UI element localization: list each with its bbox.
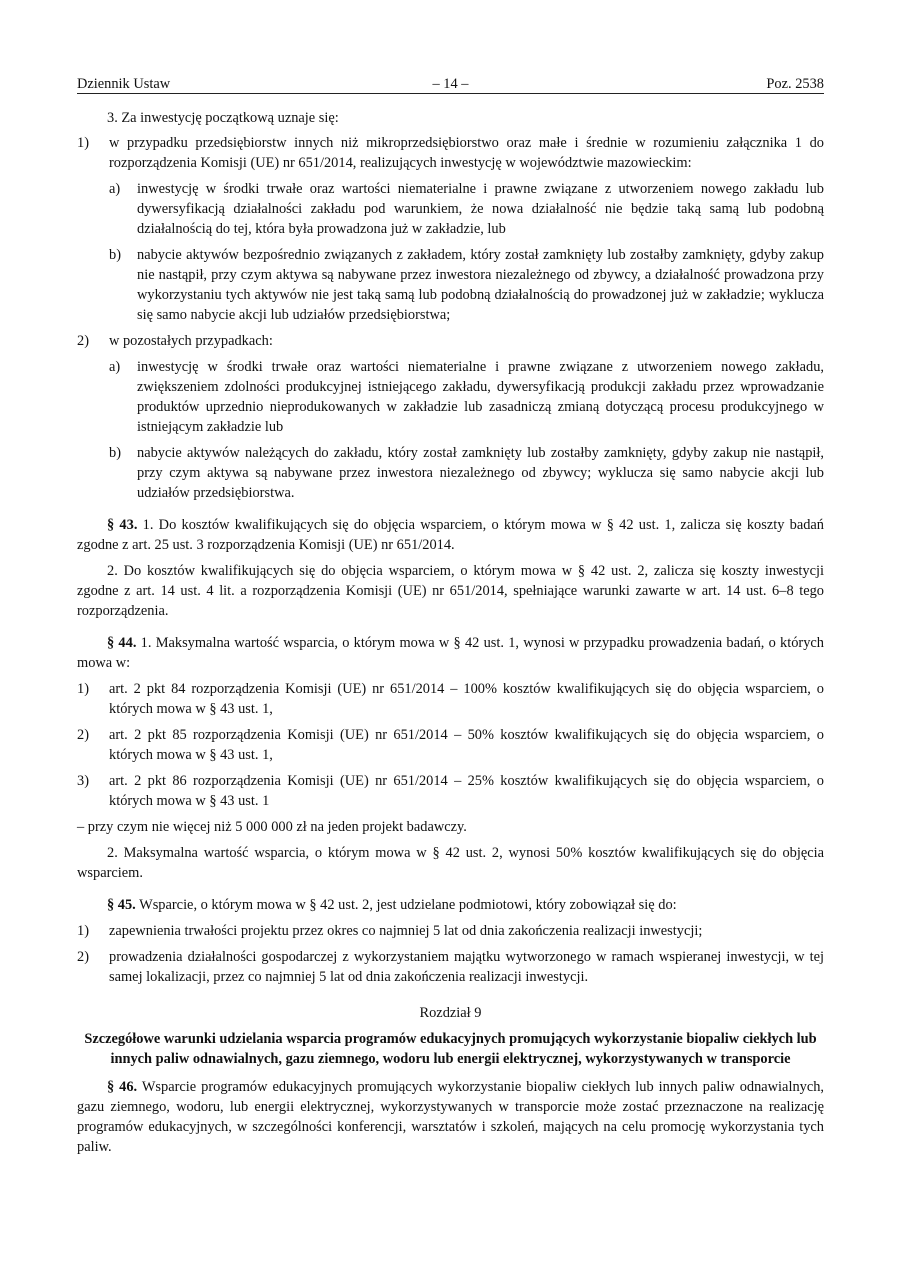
sub-item-text: nabycie aktywów należących do zakładu, który został zamknięty lub zostałby zamknięty, gdyby zakup nie nastąpił, przy czym aktywa są nabywane przez inwestora niezależnego od zbywcy; wyklucza się samo nabycie akcji lub udziałów przedsiębiorstwa.: [137, 445, 824, 501]
sub-item-text: inwestycję w środki trwałe oraz wartości niematerialne i prawne związane z utworzeniem nowego zakładu, zwiększeniem zdolności produkcyjnej istniejącego zakładu, dywersyfikacją produkcji zakładu przez wprowadzanie produktów uprzednio nieprodukowanych w zakładzie lub zasadniczą zmianą dotyczącą procesu produkcyjnego w istniejącym zakładzie lub: [137, 359, 824, 435]
sub-item-letter: b): [109, 445, 121, 461]
item-number: 1): [77, 923, 89, 939]
section-label: § 43.: [107, 517, 138, 533]
section-text: Wsparcie programów edukacyjnych promujących wykorzystanie biopaliw ciekłych lub innych paliw odnawialnych, gazu ziemnego, wodoru, lub energii elektrycznej, wykorzystywanych w transporcie może zostać przeznaczone na realizację programów edukacyjnych, w szczególności konferencji, warsztatów i szkoleń, mających na celu promocję wykorzystania tych paliw.: [77, 1079, 825, 1155]
item-text: art. 2 pkt 84 rozporządzenia Komisji (UE) nr 651/2014 – 100% kosztów kwalifikujących się do objęcia wsparciem, o których mowa w § 43 ust. 1,: [109, 681, 824, 717]
item-text: art. 2 pkt 85 rozporządzenia Komisji (UE) nr 651/2014 – 50% kosztów kwalifikujących się do objęcia wsparciem, o których mowa w § 43 ust. 1,: [109, 727, 824, 763]
section-46-paragraph-1: [77, 1077, 824, 1157]
item-number: 1): [77, 135, 89, 151]
item-text: w pozostałych przypadkach:: [109, 333, 273, 349]
section-43-paragraph-1: [77, 515, 824, 555]
section-text: Wsparcie, o którym mowa w § 42 ust. 2, jest udzielane podmiotowi, który zobowiązał się do:: [135, 897, 677, 913]
list-item: [77, 921, 824, 941]
section-44-tail: – przy czym nie więcej niż 5 000 000 zł na jeden projekt badawczy.: [77, 819, 467, 835]
item-text: art. 2 pkt 86 rozporządzenia Komisji (UE) nr 651/2014 – 25% kosztów kwalifikujących się do objęcia wsparciem, o których mowa w § 43 ust. 1: [109, 773, 824, 809]
document-body: [77, 108, 824, 1157]
sub-item: [77, 357, 824, 437]
item-number: 2): [77, 333, 89, 349]
page-header: [77, 75, 824, 94]
item-text: prowadzenia działalności gospodarczej z wykorzystaniem majątku wytworzonego w ramach wspieranej inwestycji, w tej samej lokalizacji, przez co najmniej 5 lat od dnia zakończenia realizacji inwestycji.: [109, 949, 824, 985]
section-text: 1. Maksymalna wartość wsparcia, o którym mowa w § 42 ust. 1, wynosi w przypadku prowadzenia badań, o których mowa w:: [77, 635, 824, 671]
list-item: [77, 725, 824, 765]
paragraph-intro: 3. Za inwestycję początkową uznaje się:: [107, 110, 339, 126]
section-text: 1. Do kosztów kwalifikujących się do objęcia wsparciem, o którym mowa w § 42 ust. 1, zalicza się koszty badań zgodne z art. 25 ust. 3 rozporządzenia Komisji (UE) nr 651/2014.: [77, 517, 824, 553]
page-number: – 14 –: [432, 76, 469, 92]
item-text: w przypadku przedsiębiorstw innych niż mikroprzedsiębiorstwo oraz małe i średnie w rozumieniu załącznika 1 do rozporządzenia Komisji (UE) nr 651/2014, realizujących inwestycję w województwie mazowieckim:: [109, 135, 824, 171]
sub-item-letter: a): [109, 181, 121, 197]
list-item: [77, 947, 824, 987]
item-number: 3): [77, 773, 89, 789]
sub-item: [77, 245, 824, 325]
chapter-title: Szczegółowe warunki udzielania wsparcia programów edukacyjnych promujących wykorzystanie biopaliw ciekłych lub innych paliw odnawialnych, gazu ziemnego, wodoru lub energii elektrycznej, wykorzystywanych w transporcie: [84, 1031, 817, 1067]
list-item: [77, 679, 824, 719]
section-label: § 45.: [107, 897, 136, 913]
journal-name: Dziennik Ustaw: [77, 76, 171, 92]
item-number: 2): [77, 949, 89, 965]
section-44-paragraph-1: [77, 633, 824, 673]
list-item: [77, 331, 824, 351]
position-number: Poz. 2538: [766, 76, 824, 92]
item-number: 2): [77, 727, 89, 743]
section-label: § 44.: [107, 635, 137, 651]
sub-item: [77, 443, 824, 503]
section-label: § 46.: [107, 1079, 138, 1095]
sub-item: [77, 179, 824, 239]
sub-item-letter: b): [109, 247, 121, 263]
section-43-paragraph-2: 2. Do kosztów kwalifikujących się do objęcia wsparciem, o którym mowa w § 42 ust. 2, zalicza się koszty inwestycji zgodne z art. 14 ust. 4 lit. a rozporządzenia Komisji (UE) nr 651/2014, spełniające warunki zawarte w art. 14 ust. 6–8 tego rozporządzenia.: [77, 563, 824, 619]
section-45-paragraph-1: [77, 895, 824, 915]
section-44-paragraph-2: 2. Maksymalna wartość wsparcia, o którym mowa w § 42 ust. 2, wynosi 50% kosztów kwalifikujących się do objęcia wsparciem.: [77, 845, 824, 881]
sub-item-text: inwestycję w środki trwałe oraz wartości niematerialne i prawne związane z utworzeniem nowego zakładu lub dywersyfikacją działalności zakładu pod warunkiem, że nowa działalność nie będzie taką samą lub podobną działalnością do tej, która była prowadzona już w zakładzie, lub: [137, 181, 824, 237]
list-item: [77, 133, 824, 173]
item-number: 1): [77, 681, 89, 697]
chapter-label: Rozdział 9: [419, 1005, 482, 1021]
sub-item-text: nabycie aktywów bezpośrednio związanych z zakładem, który został zamknięty lub zostałby zamknięty, gdyby zakup nie nastąpił, przy czym aktywa są nabywane przez inwestora niezależnego od zbywcy, a działalność prowadzona przy wykorzystaniu tych aktywów nie jest taką samą lub podobną działalnością do prowadzonej już w zakładzie; wyklucza się samo nabycie akcji lub udziałów przedsiębiorstwa;: [137, 247, 824, 323]
sub-item-letter: a): [109, 359, 121, 375]
item-text: zapewnienia trwałości projektu przez okres co najmniej 5 lat od dnia zakończenia realizacji inwestycji;: [109, 923, 703, 939]
list-item: [77, 771, 824, 811]
